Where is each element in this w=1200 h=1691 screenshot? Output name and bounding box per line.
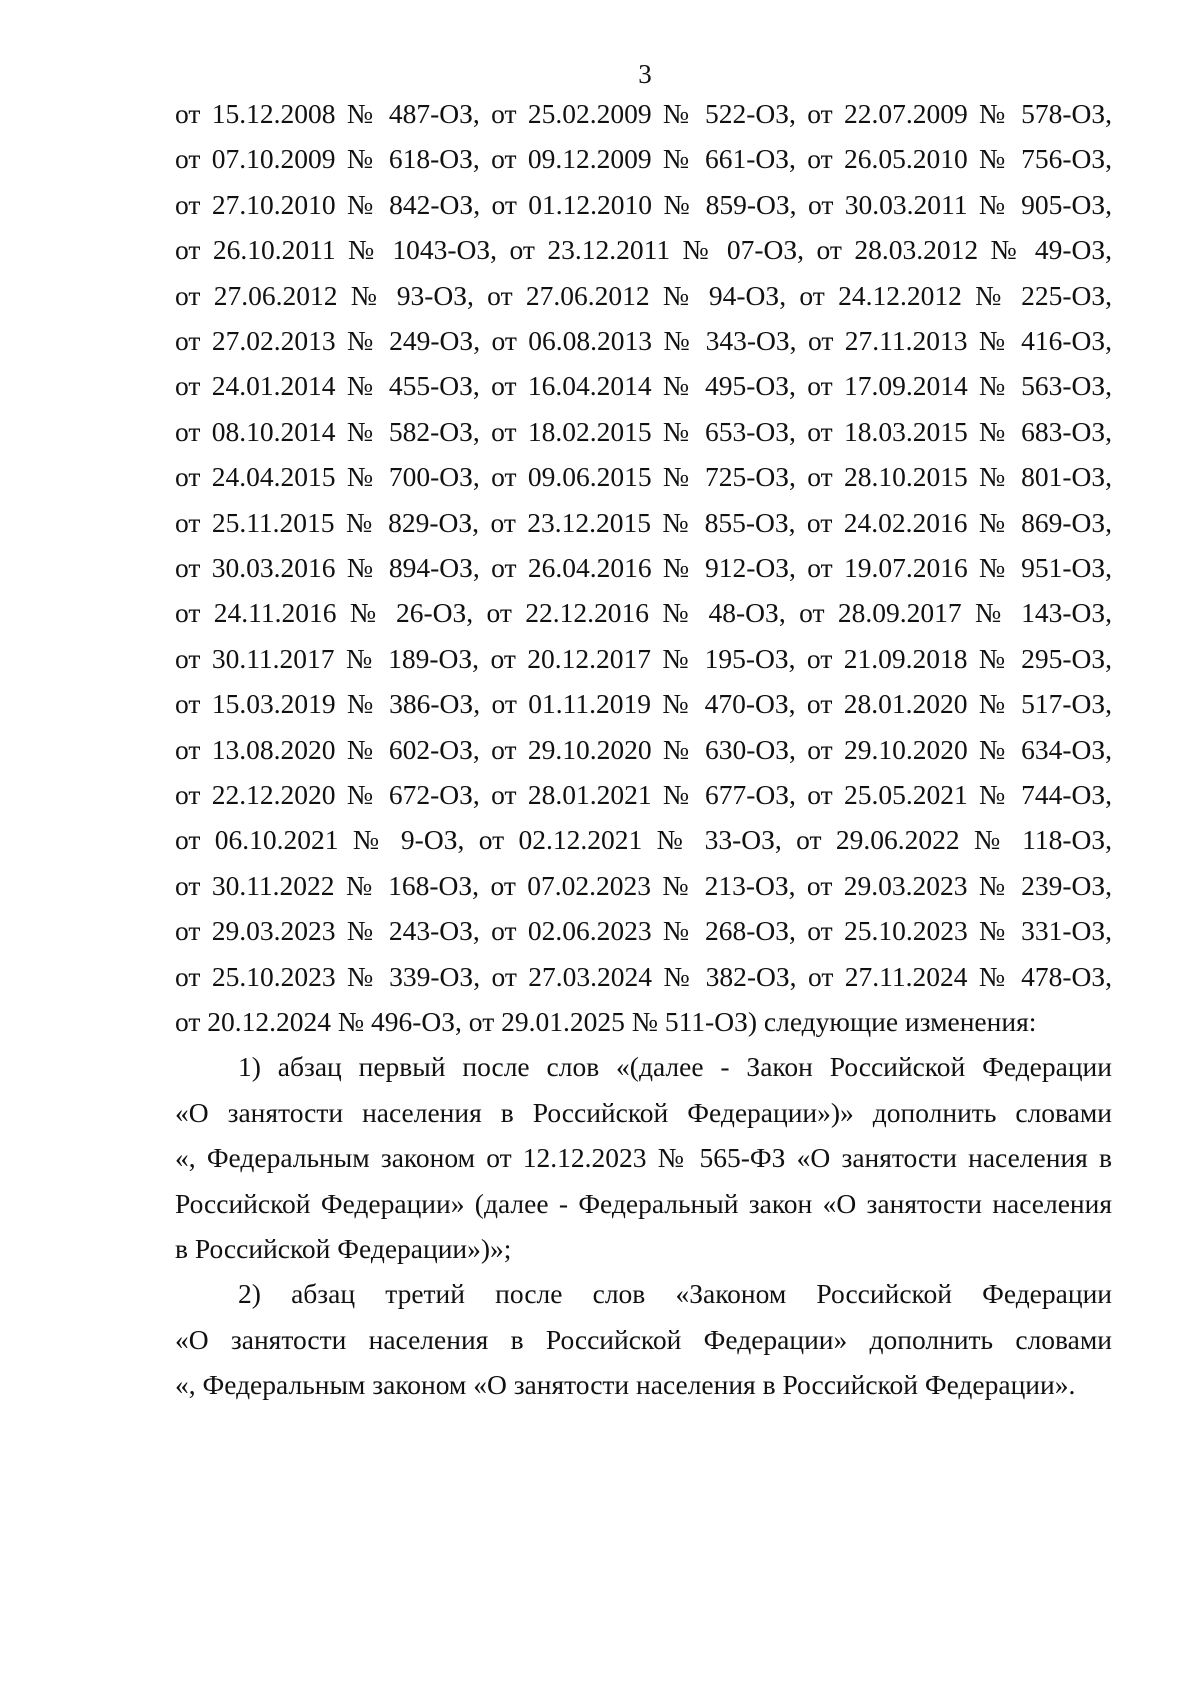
text-line: 2) абзац третий после слов «Законом Российской Федерации [238,1278,1112,1309]
text-line: от 26.10.2011 № 1043-ОЗ, от 23.12.2011 № 07-ОЗ, от 28.03.2012 № 49-ОЗ, [175,234,1112,265]
text-line: «О занятости населения в Российской Федерации»)» дополнить словами [175,1097,1112,1128]
text-line: в Российской Федерации»)»; [175,1233,512,1264]
text-line: от 25.11.2015 № 829-ОЗ, от 23.12.2015 № 855-ОЗ, от 24.02.2016 № 869-ОЗ, [175,507,1112,538]
text-line: от 07.10.2009 № 618-ОЗ, от 09.12.2009 № 661-ОЗ, от 26.05.2010 № 756-ОЗ, [175,143,1112,174]
text-line: «, Федеральным законом «О занятости населения в Российской Федерации». [175,1369,1076,1400]
text-line: от 30.11.2022 № 168-ОЗ, от 07.02.2023 № 213-ОЗ, от 29.03.2023 № 239-ОЗ, [175,870,1112,901]
text-line: от 20.12.2024 № 496-ОЗ, от 29.01.2025 № 511-ОЗ) следующие изменения: [175,1006,1037,1037]
text-line: от 08.10.2014 № 582-ОЗ, от 18.02.2015 № 653-ОЗ, от 18.03.2015 № 683-ОЗ, [175,416,1112,447]
page-number: 3 [638,59,652,89]
text-line: от 24.04.2015 № 700-ОЗ, от 09.06.2015 № 725-ОЗ, от 28.10.2015 № 801-ОЗ, [175,461,1112,492]
text-line: «, Федеральным законом от 12.12.2023 № 565-ФЗ «О занятости населения в [175,1142,1112,1173]
text-line: от 25.10.2023 № 339-ОЗ, от 27.03.2024 № 382-ОЗ, от 27.11.2024 № 478-ОЗ, [175,961,1112,992]
text-line: от 24.11.2016 № 26-ОЗ, от 22.12.2016 № 48-ОЗ, от 28.09.2017 № 143-ОЗ, [175,597,1112,628]
text-line: от 06.10.2021 № 9-ОЗ, от 02.12.2021 № 33-ОЗ, от 29.06.2022 № 118-ОЗ, [175,824,1112,855]
text-line: от 27.06.2012 № 93-ОЗ, от 27.06.2012 № 94-ОЗ, от 24.12.2012 № 225-ОЗ, [175,280,1112,311]
text-line: от 22.12.2020 № 672-ОЗ, от 28.01.2021 № 677-ОЗ, от 25.05.2021 № 744-ОЗ, [175,779,1112,810]
text-line: от 27.10.2010 № 842-ОЗ, от 01.12.2010 № 859-ОЗ, от 30.03.2011 № 905-ОЗ, [175,189,1112,220]
text-line: от 15.12.2008 № 487-ОЗ, от 25.02.2009 № 522-ОЗ, от 22.07.2009 № 578-ОЗ, [175,98,1112,129]
text-line: от 24.01.2014 № 455-ОЗ, от 16.04.2014 № 495-ОЗ, от 17.09.2014 № 563-ОЗ, [175,370,1112,401]
text-line: от 27.02.2013 № 249-ОЗ, от 06.08.2013 № 343-ОЗ, от 27.11.2013 № 416-ОЗ, [175,325,1112,356]
text-line: от 30.11.2017 № 189-ОЗ, от 20.12.2017 № 195-ОЗ, от 21.09.2018 № 295-ОЗ, [175,643,1112,674]
text-line: 1) абзац первый после слов «(далее - Закон Российской Федерации [238,1051,1112,1082]
text-line: Российской Федерации» (далее - Федеральный закон «О занятости населения [175,1188,1112,1219]
text-line: от 13.08.2020 № 602-ОЗ, от 29.10.2020 № 630-ОЗ, от 29.10.2020 № 634-ОЗ, [175,734,1112,765]
text-line: «О занятости населения в Российской Федерации» дополнить словами [175,1324,1112,1355]
text-line: от 29.03.2023 № 243-ОЗ, от 02.06.2023 № 268-ОЗ, от 25.10.2023 № 331-ОЗ, [175,915,1112,946]
text-line: от 30.03.2016 № 894-ОЗ, от 26.04.2016 № 912-ОЗ, от 19.07.2016 № 951-ОЗ, [175,552,1112,583]
text-line: от 15.03.2019 № 386-ОЗ, от 01.11.2019 № 470-ОЗ, от 28.01.2020 № 517-ОЗ, [175,688,1112,719]
